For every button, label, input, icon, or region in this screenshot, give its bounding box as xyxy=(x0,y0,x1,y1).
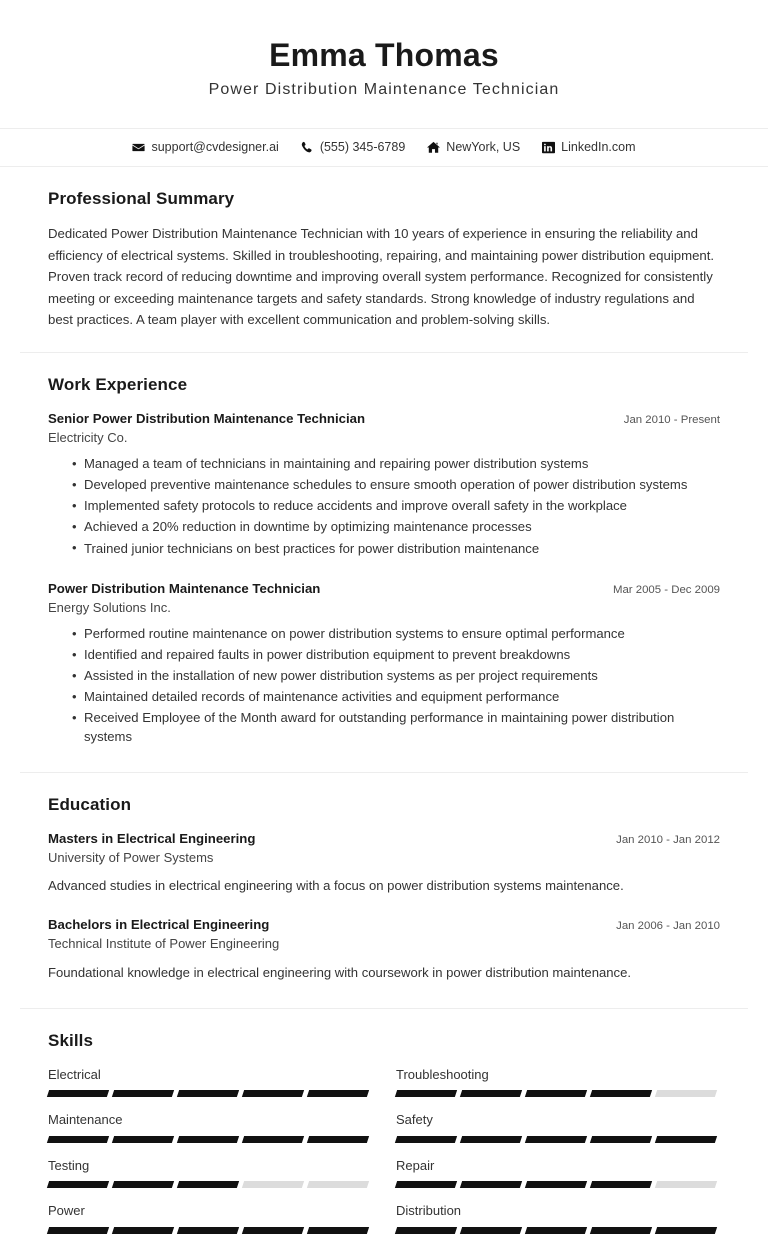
skill-rating-segment xyxy=(307,1136,369,1143)
education-school: Technical Institute of Power Engineering xyxy=(48,936,280,952)
education-entry-header xyxy=(48,829,720,849)
spacer xyxy=(48,750,720,772)
skill-rating-segment xyxy=(112,1181,174,1188)
skill-rating-segment xyxy=(655,1181,717,1188)
skill-label: Safety xyxy=(396,1112,433,1128)
skill-rating-segment xyxy=(655,1136,717,1143)
resume-header xyxy=(0,0,768,117)
skill-rating-segment xyxy=(525,1090,587,1097)
skill-rating-segment xyxy=(242,1181,304,1188)
experience-entry-header xyxy=(48,409,720,429)
list-item: • Maintained detailed records of maintenance activities and equipment performance xyxy=(72,688,720,707)
candidate-name: Emma Thomas xyxy=(269,37,499,73)
experience-entry xyxy=(48,579,720,746)
skill-rating-segment xyxy=(590,1136,652,1143)
education-entry xyxy=(48,915,720,983)
skill-rating-segment xyxy=(590,1090,652,1097)
education-degree: Bachelors in Electrical Engineering xyxy=(48,917,270,933)
skill-rating-segment xyxy=(177,1136,239,1143)
skill-rating-segment xyxy=(525,1227,587,1234)
skill-rating-segment xyxy=(177,1090,239,1097)
spacer xyxy=(48,561,720,579)
skill-rating-segment xyxy=(242,1227,304,1234)
list-item: • Performed routine maintenance on power distribution systems to ensure optimal performance xyxy=(72,625,720,644)
experience-date: Jan 2010 - Present xyxy=(623,414,720,427)
skill-rating-segment xyxy=(460,1090,522,1097)
experience-date: Mar 2005 - Dec 2009 xyxy=(612,584,720,597)
home-icon xyxy=(427,141,440,154)
list-item: • Identified and repaired faults in power distribution equipment to prevent breakdowns xyxy=(72,646,720,665)
skill-rating-segment xyxy=(460,1181,522,1188)
skill-item xyxy=(396,1110,716,1156)
experience-entry xyxy=(48,409,720,558)
experience-role: Power Distribution Maintenance Technician xyxy=(48,581,321,597)
skill-rating-bar xyxy=(48,1227,368,1234)
list-item: • Implemented safety protocols to reduce accidents and improve overall safety in the workplace xyxy=(72,497,720,516)
section-professional-summary xyxy=(0,167,768,352)
experience-company: Energy Solutions Inc. xyxy=(48,600,171,616)
phone-icon xyxy=(301,141,314,154)
education-entry-header xyxy=(48,915,720,935)
education-description: Foundational knowledge in electrical engineering with coursework in power distribution maintenance. xyxy=(48,965,632,981)
list-item: • Achieved a 20% reduction in downtime by optimizing maintenance processes xyxy=(72,518,720,537)
skill-rating-segment xyxy=(177,1181,239,1188)
skill-rating-segment xyxy=(112,1090,174,1097)
skill-rating-segment xyxy=(590,1181,652,1188)
skill-label: Maintenance xyxy=(48,1112,123,1128)
skill-rating-segment xyxy=(242,1090,304,1097)
section-work-experience xyxy=(0,353,768,771)
skill-rating-segment xyxy=(242,1136,304,1143)
education-entry xyxy=(48,829,720,897)
skill-label: Distribution xyxy=(396,1203,462,1219)
skill-label: Repair xyxy=(396,1157,435,1173)
skill-rating-bar xyxy=(48,1090,368,1097)
list-item: • Assisted in the installation of new power distribution systems as per project requirements xyxy=(72,667,720,686)
section-education xyxy=(0,773,768,1008)
contact-phone-text: (555) 345-6789 xyxy=(319,140,406,155)
skill-label: Electrical xyxy=(48,1066,101,1082)
skill-label: Testing xyxy=(48,1157,90,1173)
skill-rating-bar xyxy=(48,1136,368,1143)
experience-heading: Work Experience xyxy=(48,375,188,395)
section-skills xyxy=(0,1009,768,1257)
spacer xyxy=(48,899,720,915)
skill-rating-segment xyxy=(395,1181,457,1188)
education-school: University of Power Systems xyxy=(48,849,214,865)
contact-location-text: NewYork, US xyxy=(446,140,521,155)
skill-rating-bar xyxy=(396,1181,716,1188)
contact-bar xyxy=(0,128,768,167)
education-heading: Education xyxy=(48,794,132,814)
skills-heading: Skills xyxy=(48,1030,94,1050)
skills-grid xyxy=(48,1065,720,1257)
skill-rating-segment xyxy=(47,1136,109,1143)
education-date: Jan 2006 - Jan 2010 xyxy=(616,920,720,933)
skill-item xyxy=(48,1201,368,1247)
skill-item xyxy=(396,1065,716,1111)
skill-rating-segment xyxy=(395,1227,457,1234)
skill-rating-segment xyxy=(460,1136,522,1143)
skill-rating-bar xyxy=(396,1136,716,1143)
skill-rating-segment xyxy=(460,1227,522,1234)
education-date: Jan 2010 - Jan 2012 xyxy=(616,833,720,846)
skill-rating-segment xyxy=(525,1181,587,1188)
education-degree: Masters in Electrical Engineering xyxy=(48,830,256,846)
experience-entry-header xyxy=(48,579,720,599)
skill-rating-bar xyxy=(396,1227,716,1234)
skill-rating-segment xyxy=(112,1136,174,1143)
list-item: • Managed a team of technicians in maintaining and repairing power distribution systems xyxy=(72,455,720,474)
skill-item xyxy=(48,1110,368,1156)
experience-role: Senior Power Distribution Maintenance Technician xyxy=(48,411,366,427)
experience-bullet-list xyxy=(48,625,720,746)
contact-linkedin-text: LinkedIn.com xyxy=(561,140,636,155)
skill-rating-segment xyxy=(395,1090,457,1097)
skill-item xyxy=(396,1201,716,1247)
skill-label: Power xyxy=(48,1203,85,1219)
experience-company: Electricity Co. xyxy=(48,430,128,446)
skill-rating-segment xyxy=(177,1227,239,1234)
skill-rating-segment xyxy=(307,1227,369,1234)
skill-rating-segment xyxy=(47,1227,109,1234)
skill-rating-segment xyxy=(590,1227,652,1234)
skill-rating-bar xyxy=(48,1181,368,1188)
skill-rating-segment xyxy=(112,1227,174,1234)
candidate-job-title: Power Distribution Maintenance Technician xyxy=(208,81,560,99)
skill-rating-segment xyxy=(655,1227,717,1234)
skill-item xyxy=(48,1065,368,1111)
spacer xyxy=(48,986,720,1008)
summary-paragraph: Dedicated Power Distribution Maintenance Technician with 10 years of experience in ensuring the reliability and efficiency of electrical systems. Skilled in troubleshooting, repairing, and maintaining power distribution equipment. Proven track record of reducing downtime and improving overall system performance. Recognized for consistently meeting or exceeding maintenance targets and safety standards. Strong knowledge of industry regulations and best practices. A team player with excellent communication and problem-solving skills. xyxy=(48,226,715,327)
linkedin-icon xyxy=(542,141,555,154)
contact-phone[interactable] xyxy=(301,140,405,154)
summary-heading: Professional Summary xyxy=(48,189,235,209)
skill-rating-segment xyxy=(307,1090,369,1097)
skill-rating-segment xyxy=(655,1090,717,1097)
envelope-icon xyxy=(132,141,145,154)
skill-rating-segment xyxy=(307,1181,369,1188)
skill-rating-bar xyxy=(396,1090,716,1097)
experience-bullet-list xyxy=(48,455,720,558)
list-item: • Received Employee of the Month award for outstanding performance in maintaining power distribution systems xyxy=(72,709,720,746)
skill-item xyxy=(48,1156,368,1202)
list-item: • Trained junior technicians on best practices for power distribution maintenance xyxy=(72,540,720,559)
education-description: Advanced studies in electrical engineering with a focus on power distribution systems maintenance. xyxy=(48,878,624,894)
skill-item xyxy=(396,1156,716,1202)
contact-email[interactable] xyxy=(132,140,278,154)
skill-rating-segment xyxy=(47,1181,109,1188)
contact-linkedin[interactable] xyxy=(542,140,635,154)
contact-location[interactable] xyxy=(427,140,520,154)
skill-label: Troubleshooting xyxy=(396,1066,489,1082)
list-item: • Developed preventive maintenance schedules to ensure smooth operation of power distribution systems xyxy=(72,476,720,495)
skill-rating-segment xyxy=(525,1136,587,1143)
skill-rating-segment xyxy=(395,1136,457,1143)
skill-rating-segment xyxy=(47,1090,109,1097)
contact-email-text: support@cvdesigner.ai xyxy=(151,140,279,155)
